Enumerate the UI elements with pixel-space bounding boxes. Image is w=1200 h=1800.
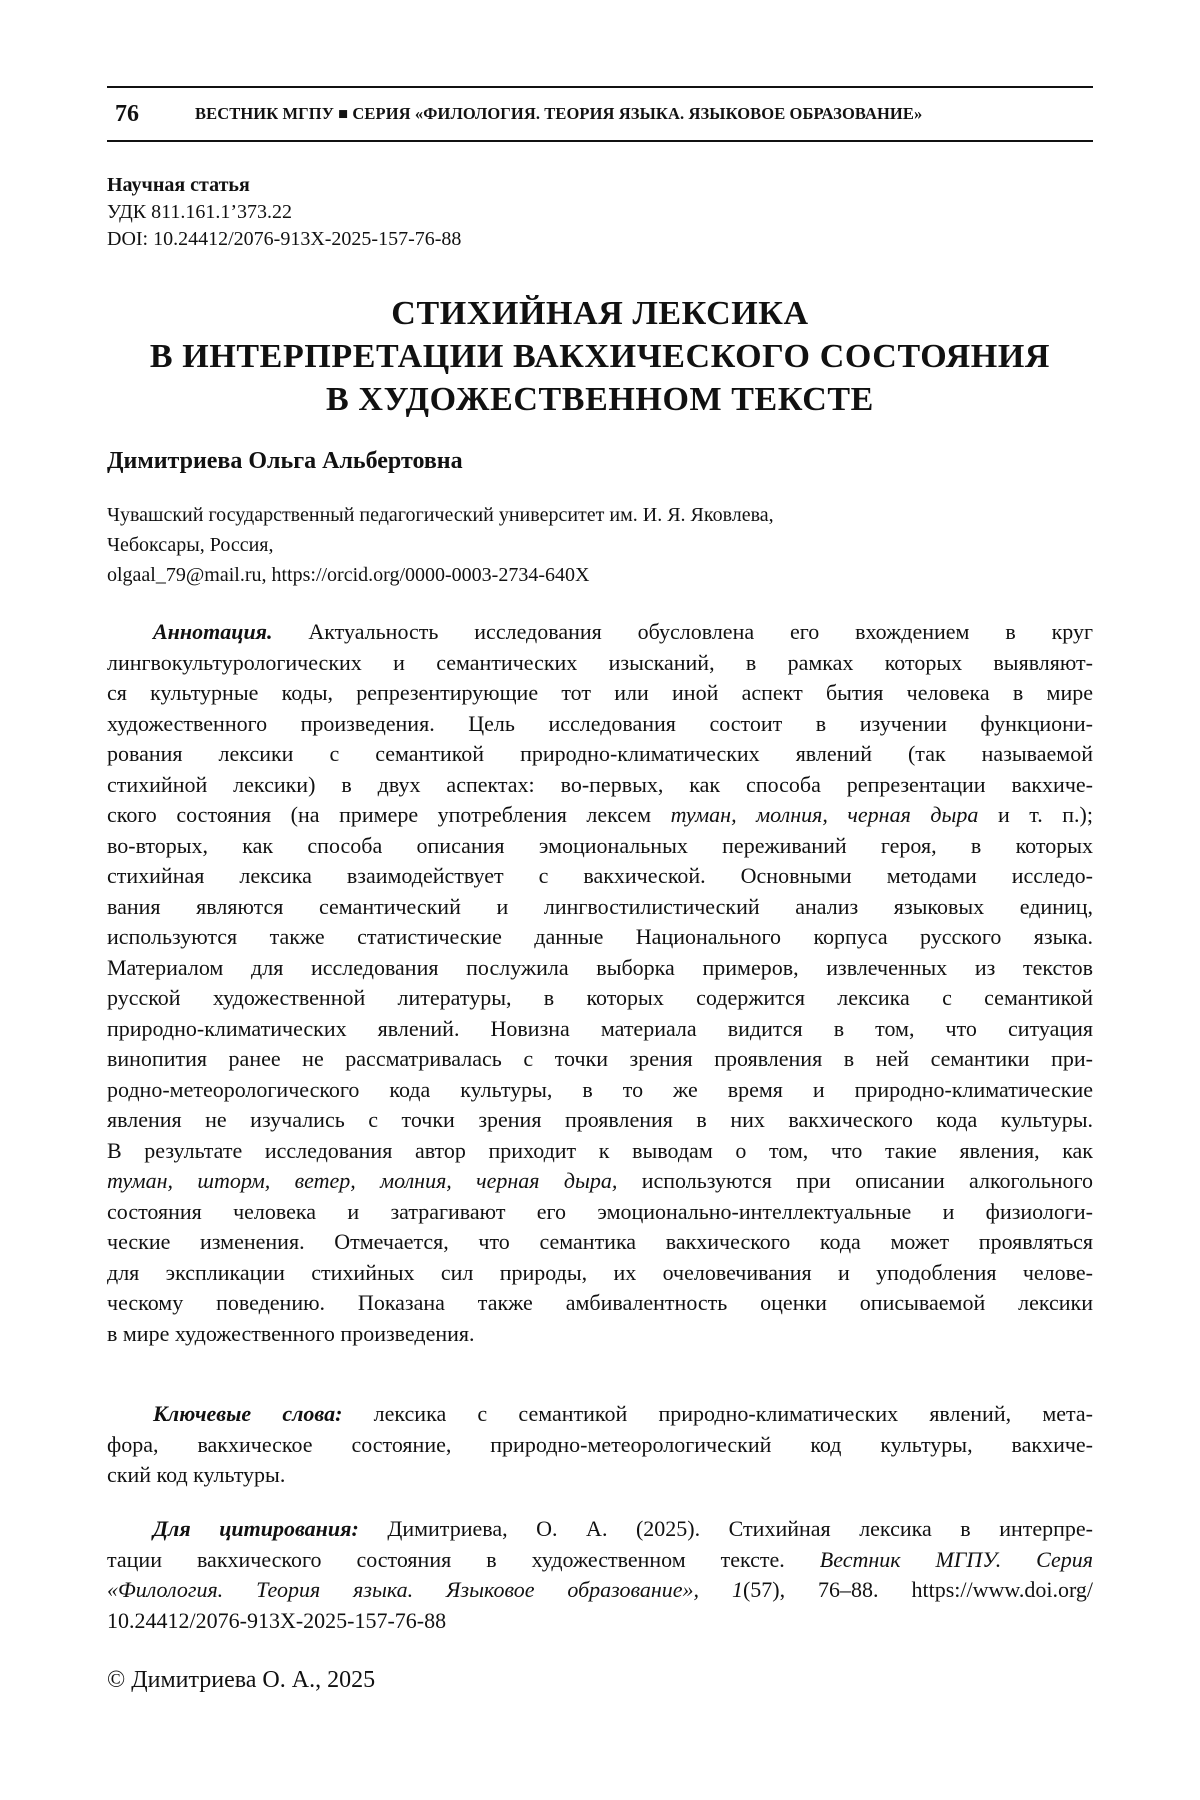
author-affiliation bbox=[107, 500, 774, 590]
abstract-line: ческие изменения. Отмечается, что семантика вакхического кода может проявляться bbox=[107, 1229, 1093, 1254]
citation-doi-link[interactable]: (57), 76–88. https://www.doi.org/ bbox=[742, 1577, 1093, 1602]
title-line: СТИХИЙНАЯ ЛЕКСИКА bbox=[391, 295, 809, 332]
abstract-line: Аннотация. Актуальность исследования обусловлена его вхождением в круг bbox=[153, 619, 1093, 644]
abstract-line: русской художественной литературы, в которых содержится лексика с семантикой bbox=[107, 985, 1093, 1010]
abstract-line: вания являются семантический и лингвостилистический анализ языковых единиц, bbox=[107, 893, 1093, 919]
citation-doi-line[interactable]: 10.24412/2076-913X-2025-157-76-88 bbox=[107, 1607, 447, 1633]
title-line: В ИНТЕРПРЕТАЦИИ ВАКХИЧЕСКОГО СОСТОЯНИЯ bbox=[149, 338, 1051, 375]
abstract-line: стихийная лексика взаимодействует с вакхической. Основными методами исследо- bbox=[107, 863, 1093, 888]
keywords-line: ский код культуры. bbox=[107, 1462, 286, 1487]
journal-title: ВЕСТНИК МГПУ ■ СЕРИЯ «ФИЛОЛОГИЯ. ТЕОРИЯ ЯЗЫКА. ЯЗЫКОВОЕ ОБРАЗОВАНИЕ» bbox=[195, 104, 923, 123]
abstract-line: состояния человека и затрагивают его эмоционально-интеллектуальные и физиологи- bbox=[107, 1198, 1093, 1224]
affiliation-line: Чебоксары, Россия, bbox=[107, 534, 274, 556]
article-type: Научная статья bbox=[107, 174, 250, 196]
abstract-line: Материалом для исследования послужила выборка примеров, извлеченных из текстов bbox=[107, 954, 1093, 980]
udc-code: УДК 811.161.1’373.22 bbox=[107, 201, 293, 223]
abstract-line: во-вторых, как способа описания эмоциональных переживаний героя, в которых bbox=[107, 832, 1093, 858]
abstract-line: родно-метеорологического кода культуры, в то же время и природно-климатические bbox=[107, 1076, 1093, 1102]
abstract-line: явления не изучались с точки зрения проявления в них вакхического кода культуры. bbox=[107, 1107, 1093, 1132]
abstract-line: для экспликации стихийных сил природы, их очеловечивания и уподобления челове- bbox=[107, 1259, 1093, 1285]
citation-line: тации вакхического состояния в художественном тексте. Вестник МГПУ. Серия bbox=[107, 1546, 1093, 1572]
abstract-line: В результате исследования автор приходит к выводам о том, что такие явления, как bbox=[107, 1137, 1093, 1163]
keywords-line: фора, вакхическое состояние, природно-метеорологический код культуры, вакхиче- bbox=[107, 1431, 1093, 1457]
copyright: © Димитриева О. А., 2025 bbox=[107, 1667, 376, 1693]
keywords-label: Ключевые слова: bbox=[153, 1401, 343, 1426]
abstract-line: стихийной лексики) в двух аспектах: во-первых, как способа репрезентации вакхиче- bbox=[107, 771, 1093, 797]
author-name: Димитриева Ольга Альбертовна bbox=[107, 448, 463, 474]
citation-line: Для цитирования: Димитриева, О. А. (2025). Стихийная лексика в интерпре- bbox=[153, 1516, 1093, 1541]
abstract-line: художественного произведения. Цель исследования состоит в изучении функциони- bbox=[107, 710, 1093, 736]
author-contacts[interactable]: olgaal_79@mail.ru, https://orcid.org/0000-0003-2734-640X bbox=[107, 564, 590, 586]
abstract-line: в мире художественного произведения. bbox=[107, 1320, 475, 1346]
abstract-line: ся культурные коды, репрезентирующие тот или иной аспект бытия человека в мире bbox=[107, 680, 1093, 705]
doi[interactable]: DOI: 10.24412/2076-913X-2025-157-76-88 bbox=[107, 228, 462, 250]
abstract-line: туман, шторм, ветер, молния, черная дыра, используются при описании алкогольного bbox=[107, 1168, 1094, 1193]
abstract-line: используются также статистические данные Национального корпуса русского языка. bbox=[107, 924, 1093, 949]
title-line: В ХУДОЖЕСТВЕННОМ ТЕКСТЕ bbox=[326, 381, 874, 418]
abstract-line: ского состояния (на примере употребления лексем туман, молния, черная дыра и т. п.); bbox=[107, 802, 1093, 827]
article-meta bbox=[107, 172, 461, 253]
citation-label: Для цитирования: bbox=[153, 1516, 359, 1541]
abstract-line: ческому поведению. Показана также амбивалентность оценки описываемой лексики bbox=[107, 1290, 1093, 1315]
abstract-line: рования лексики с семантикой природно-климатических явлений (так называемой bbox=[107, 741, 1093, 766]
page-number: 76 bbox=[115, 100, 139, 127]
abstract bbox=[107, 617, 1093, 1349]
abstract-line: винопития ранее не рассматривалась с точки зрения проявления в ней семантики при- bbox=[107, 1046, 1093, 1071]
citation bbox=[107, 1514, 1093, 1636]
keywords bbox=[107, 1399, 1093, 1491]
abstract-label: Аннотация. bbox=[153, 619, 273, 644]
abstract-line: лингвокультурологических и семантических изысканий, в рамках которых выявляют- bbox=[107, 649, 1093, 675]
article-title bbox=[107, 292, 1093, 421]
abstract-line: природно-климатических явлений. Новизна материала видится в том, что ситуация bbox=[107, 1015, 1093, 1041]
running-header bbox=[107, 86, 1093, 142]
citation-line: «Филология. Теория языка. Языковое образование», 1(57), 76–88. https://www.doi.org/ bbox=[107, 1577, 1093, 1602]
affiliation-line: Чувашский государственный педагогический университет им. И. Я. Яковлева, bbox=[107, 504, 774, 526]
keywords-line: Ключевые слова: лексика с семантикой природно-климатических явлений, мета- bbox=[153, 1401, 1093, 1426]
